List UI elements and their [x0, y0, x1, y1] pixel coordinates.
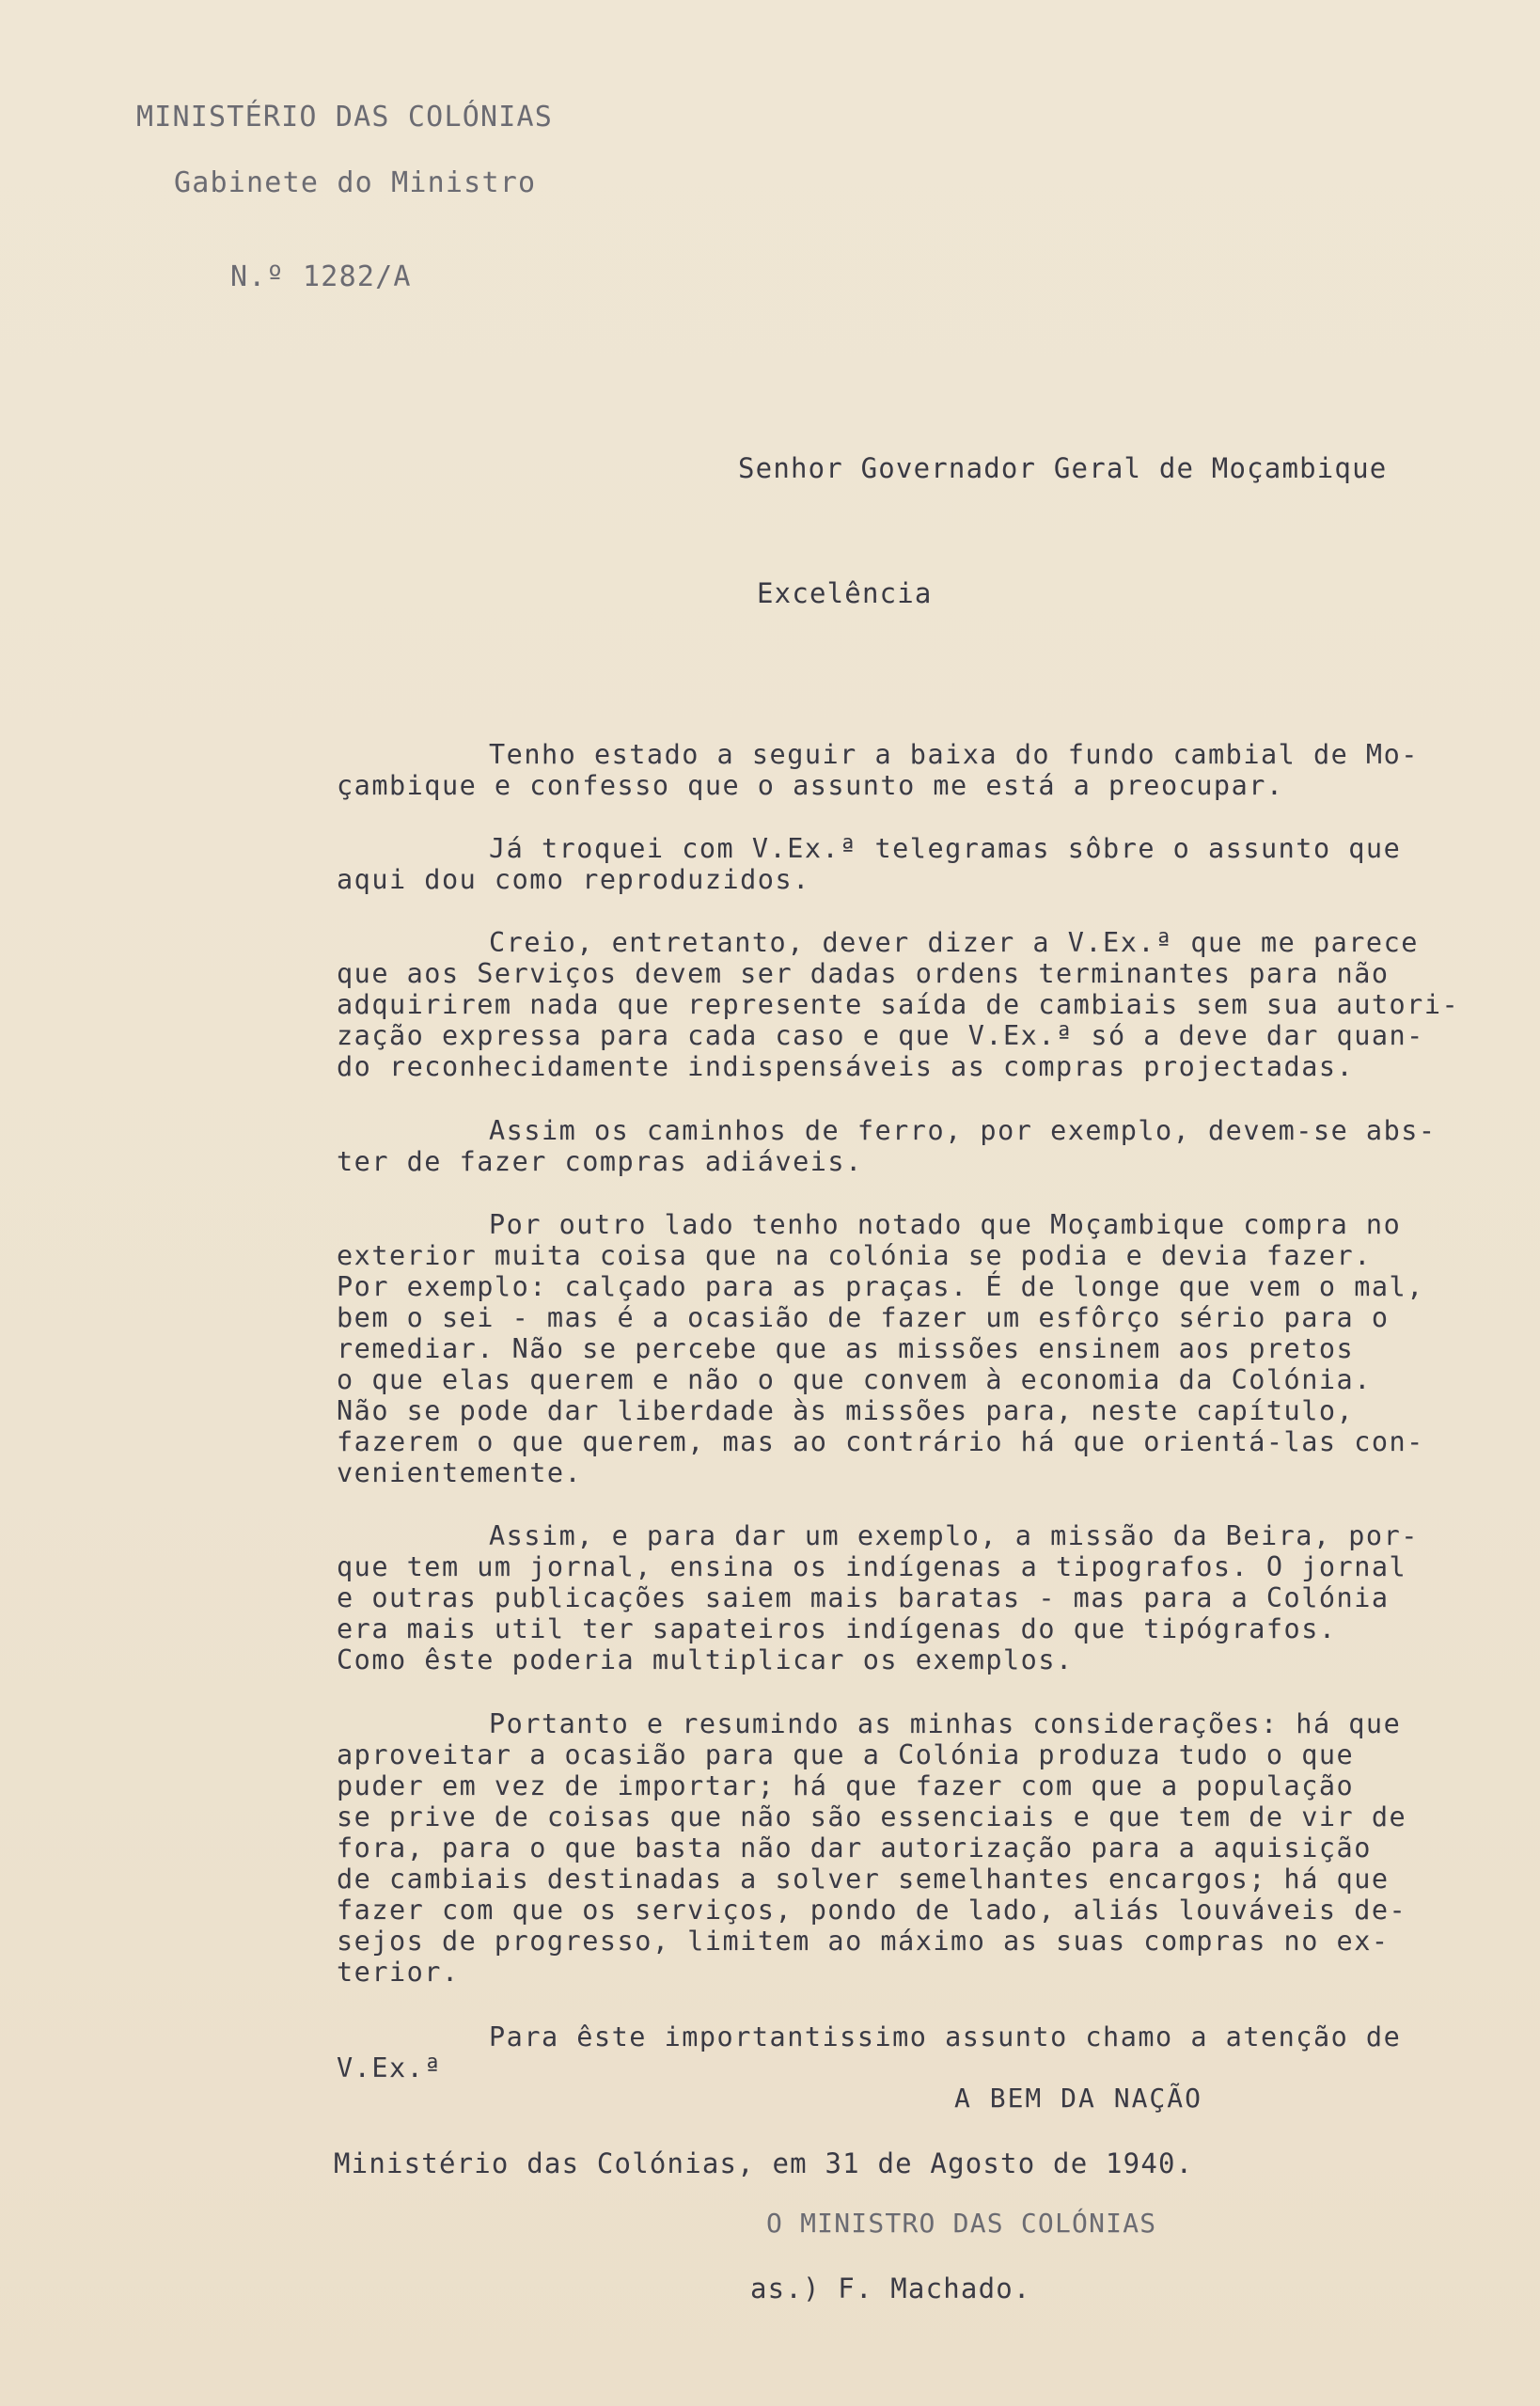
p5-line: remediar. Não se percebe que as missões ensinem aos pretos: [337, 1333, 1355, 1364]
p3-line: do reconhecidamente indispensáveis as compras projectadas.: [337, 1051, 1355, 1082]
p7-line: aproveitar a ocasião para que a Colónia produza tudo o que: [337, 1739, 1355, 1770]
p7-line: Portanto e resumindo as minhas considerações: há que: [489, 1708, 1402, 1739]
minister-title: O MINISTRO DAS COLÓNIAS: [766, 2208, 1157, 2239]
salutation: Excelência: [757, 577, 933, 609]
p4-line: ter de fazer compras adiáveis.: [337, 1146, 863, 1177]
p2-line: Já troquei com V.Ex.ª telegramas sôbre o assunto que: [489, 833, 1402, 864]
p7-line: se prive de coisas que não são essenciais e que tem de vir de: [337, 1801, 1407, 1832]
p7-line: fazer com que os serviços, pondo de lado, aliás louváveis de-: [337, 1895, 1407, 1926]
p7-line: fora, para o que basta não dar autorização para a aquisição: [337, 1832, 1372, 1863]
p5-line: fazerem o que querem, mas ao contrário há que orientá-las con-: [337, 1426, 1424, 1457]
motto: A BEM DA NAÇÃO: [954, 2083, 1203, 2114]
p5-line: o que elas querem e não o que convem à economia da Colónia.: [337, 1364, 1372, 1395]
p7-line: sejos de progresso, limitem ao máximo as suas compras no ex-: [337, 1926, 1390, 1957]
p6-line: e outras publicações saiem mais baratas - mas para a Colónia: [337, 1582, 1390, 1613]
p3-line: zação expressa para cada caso e que V.Ex.ª só a deve dar quan-: [337, 1020, 1424, 1051]
p7-line: puder em vez de importar; há que fazer com que a população: [337, 1770, 1355, 1801]
p4-line: Assim os caminhos de ferro, por exemplo, devem-se abs-: [489, 1115, 1437, 1146]
p7-line: de cambiais destinadas a solver semelhantes encargos; há que: [337, 1863, 1390, 1895]
addressee: Senhor Governador Geral de Moçambique: [738, 452, 1388, 484]
p7-line: terior.: [337, 1957, 460, 1988]
ministry-heading: MINISTÉRIO DAS COLÓNIAS: [136, 101, 554, 134]
p1-line: Tenho estado a seguir a baixa do fundo cambial de Mo-: [489, 739, 1419, 770]
p2-line: aqui dou como reproduzidos.: [337, 864, 810, 895]
p8-line: V.Ex.ª: [337, 2052, 442, 2084]
p5-line: bem o sei - mas é a ocasião de fazer um esfôrço sério para o: [337, 1302, 1390, 1333]
p6-line: Como êste poderia multiplicar os exemplos.: [337, 1644, 1074, 1675]
p5-line: Não se pode dar liberdade às missões para, neste capítulo,: [337, 1395, 1355, 1426]
p5-line: venientemente.: [337, 1457, 583, 1488]
p3-line: adquirirem nada que represente saída de cambiais sem sua autori-: [337, 989, 1460, 1020]
place-date: Ministério das Colónias, em 31 de Agosto de 1940.: [334, 2147, 1194, 2179]
p6-line: Assim, e para dar um exemplo, a missão da Beira, por-: [489, 1520, 1419, 1551]
reference-number: N.º 1282/A: [230, 260, 412, 293]
cabinet-heading: Gabinete do Ministro: [174, 166, 537, 199]
p6-line: que tem um jornal, ensina os indígenas a tipografos. O jornal: [337, 1551, 1407, 1582]
signature-line: as.) F. Machado.: [750, 2272, 1031, 2304]
p5-line: exterior muita coisa que na colónia se podia e devia fazer.: [337, 1240, 1372, 1271]
p5-line: Por outro lado tenho notado que Moçambique compra no: [489, 1209, 1402, 1240]
p6-line: era mais util ter sapateiros indígenas do que tipógrafos.: [337, 1613, 1337, 1644]
p3-line: que aos Serviços devem ser dadas ordens terminantes para não: [337, 958, 1390, 989]
p8-line: Para êste importantissimo assunto chamo a atenção de: [489, 2021, 1402, 2052]
p1-line: çambique e confesso que o assunto me está a preocupar.: [337, 770, 1284, 801]
p5-line: Por exemplo: calçado para as praças. É de longe que vem o mal,: [337, 1271, 1424, 1302]
p3-line: Creio, entretanto, dever dizer a V.Ex.ª que me parece: [489, 927, 1419, 958]
